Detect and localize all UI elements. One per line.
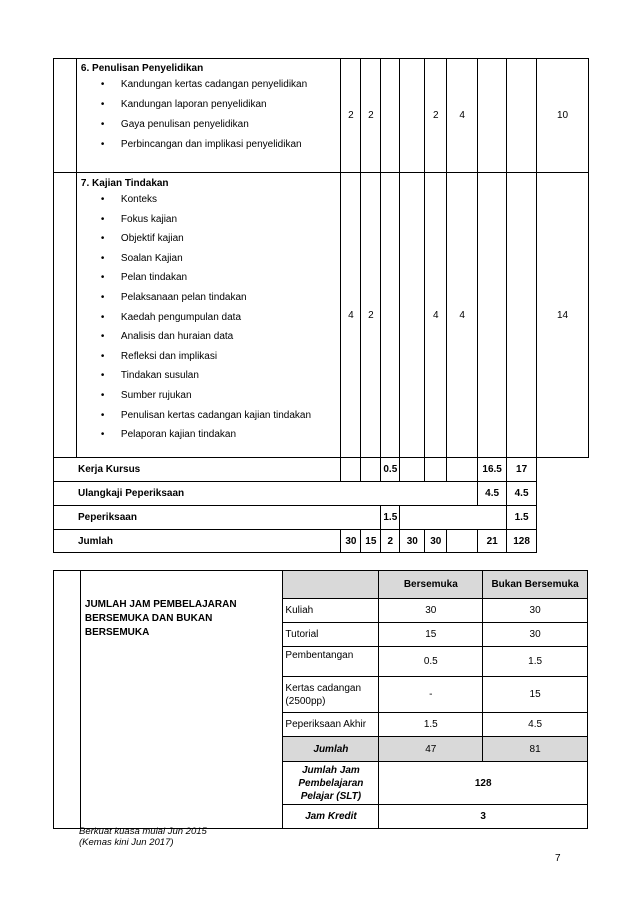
bullet-icon: •: [100, 272, 105, 284]
table-row: [54, 482, 589, 506]
section-6-list: [81, 79, 340, 159]
list-item: [81, 370, 340, 390]
list-item-label: Fokus kajian: [120, 213, 178, 225]
list-item: [81, 390, 340, 410]
list-item: [81, 410, 340, 430]
list-item-label: Objektif kajian: [120, 233, 184, 245]
cell-value: [381, 173, 400, 458]
col-header-bukan-bersemuka: Bukan Bersemuka: [483, 571, 588, 599]
cell-value: [400, 59, 425, 173]
bullet-icon: •: [100, 291, 105, 303]
cell-value: 16.5: [478, 458, 507, 482]
row-label: Jumlah: [54, 530, 341, 553]
footer-line-2: (Kemas kini Jun 2017): [79, 837, 174, 848]
cell-value: 1.5: [507, 506, 537, 530]
summary-table: [53, 570, 588, 829]
cell-value: 128: [507, 530, 537, 553]
cell-value: 30: [400, 530, 425, 553]
slt-label: Jumlah Jam Pembelajaran Pelajar (SLT): [283, 762, 379, 805]
cell-value: 2: [425, 59, 447, 173]
cell-value: 0.5: [379, 647, 483, 677]
cell-value: 15: [379, 623, 483, 647]
empty-header-cell: [283, 571, 379, 599]
section-7-list: [81, 194, 340, 449]
list-item: [81, 214, 340, 234]
cell-value: 30: [483, 599, 588, 623]
cell-value: 4: [341, 173, 361, 458]
footer-line-1: Berkuat kuasa mulai Jun 2015: [79, 826, 207, 837]
list-item: [81, 233, 340, 253]
cell-value: [381, 59, 400, 173]
table-row: [54, 458, 589, 482]
list-item-label: Tindakan susulan: [120, 370, 199, 382]
cell-value: [447, 458, 478, 482]
bullet-icon: •: [100, 194, 105, 205]
bullet-icon: •: [100, 389, 105, 401]
row-label: Kerja Kursus: [54, 458, 341, 482]
margin-cell: [54, 173, 77, 458]
bullet-icon: •: [100, 79, 105, 90]
cell-value: [447, 530, 478, 553]
list-item-label: Pelan tindakan: [120, 272, 188, 284]
cell-value: 1.5: [483, 647, 588, 677]
cell-value: [400, 173, 425, 458]
row-label: Peperiksaan: [54, 506, 381, 530]
cell-value: 2: [361, 59, 381, 173]
cell-value: 4.5: [483, 713, 588, 737]
list-item: [81, 429, 340, 449]
cell-value: 4: [447, 59, 478, 173]
bullet-icon: •: [100, 409, 105, 421]
row-label: Peperiksaan Akhir: [283, 713, 379, 737]
list-item-label: Kandungan kertas cadangan penyelidikan: [120, 79, 308, 90]
cell-value: 1.5: [379, 713, 483, 737]
cell-value: 15: [483, 677, 588, 713]
bullet-icon: •: [100, 119, 105, 130]
list-item: [81, 79, 340, 99]
list-item: [81, 272, 340, 292]
row-label: Pembentangan: [283, 647, 379, 677]
list-item-label: Perbincangan dan implikasi penyelidikan: [120, 139, 302, 150]
col-header-bersemuka: Bersemuka: [379, 571, 483, 599]
list-item-label: Kaedah pengumpulan data: [120, 311, 242, 323]
table-row: [54, 59, 589, 173]
bullet-icon: •: [100, 252, 105, 264]
cell-value: -: [379, 677, 483, 713]
cell-value: 4.5: [507, 482, 537, 506]
list-item-label: Konteks: [120, 194, 158, 205]
list-item: [81, 99, 340, 119]
section-7-cell: [76, 173, 340, 458]
cell-value: 2: [341, 59, 361, 173]
list-item-label: Sumber rujukan: [120, 389, 192, 401]
bullet-icon: •: [100, 429, 105, 441]
bullet-icon: •: [100, 350, 105, 362]
table-row: [54, 571, 588, 599]
cell-value: 30: [483, 623, 588, 647]
kredit-value: 3: [379, 805, 588, 829]
cell-value: 4: [425, 173, 447, 458]
summary-heading: JUMLAH JAM PEMBELAJARAN BERSEMUKA DAN BUKAN BERSEMUKA: [80, 571, 283, 829]
jumlah-bersemuka: 47: [379, 737, 483, 762]
list-item-label: Pelaksanaan pelan tindakan: [120, 291, 247, 303]
row-label: Ulangkaji Peperiksaan: [54, 482, 478, 506]
cell-value: 1.5: [381, 506, 400, 530]
bullet-icon: •: [100, 331, 105, 343]
bullet-icon: •: [100, 311, 105, 323]
row-label: Tutorial: [283, 623, 379, 647]
bullet-icon: •: [100, 233, 105, 245]
cell-value: 2: [361, 173, 381, 458]
bullet-icon: •: [100, 370, 105, 382]
list-item: [81, 351, 340, 371]
table-row: [54, 506, 589, 530]
margin-cell: [54, 59, 77, 173]
cell-value: 4.5: [478, 482, 507, 506]
cell-value: 30: [341, 530, 361, 553]
course-hours-table: [53, 58, 589, 553]
cell-value: 2: [381, 530, 400, 553]
jumlah-bukan-bersemuka: 81: [483, 737, 588, 762]
cell-value: [425, 458, 447, 482]
cell-value: 30: [425, 530, 447, 553]
cell-value: 10: [537, 59, 589, 173]
list-item-label: Analisis dan huraian data: [120, 331, 234, 343]
footer: [79, 826, 207, 848]
empty-cell: [400, 506, 507, 530]
section-7-title: 7. Kajian Tindakan: [80, 178, 169, 189]
cell-value: [478, 173, 507, 458]
cell-value: 15: [361, 530, 381, 553]
list-item: [81, 312, 340, 332]
list-item-label: Kandungan laporan penyelidikan: [120, 99, 267, 110]
bullet-icon: •: [100, 99, 105, 110]
list-item: [81, 253, 340, 273]
cell-value: 14: [537, 173, 589, 458]
cell-value: 21: [478, 530, 507, 553]
cell-value: [361, 458, 381, 482]
list-item: [81, 139, 340, 159]
list-item: [81, 331, 340, 351]
margin-cell: [54, 571, 81, 829]
row-label: Kuliah: [283, 599, 379, 623]
cell-value: [507, 173, 537, 458]
cell-value: 17: [507, 458, 537, 482]
list-item: [81, 194, 340, 214]
cell-value: 0.5: [381, 458, 400, 482]
row-label: Kertas cadangan (2500pp): [283, 677, 379, 713]
section-6-cell: [76, 59, 340, 173]
list-item-label: Penulisan kertas cadangan kajian tindakan: [120, 409, 312, 421]
table-row: [54, 173, 589, 458]
list-item-label: Soalan Kajian: [120, 252, 183, 264]
cell-value: [507, 59, 537, 173]
cell-value: [400, 458, 425, 482]
jumlah-label: Jumlah: [283, 737, 379, 762]
kredit-label: Jam Kredit: [283, 805, 379, 829]
list-item-label: Pelaporan kajian tindakan: [120, 429, 237, 441]
cell-value: [341, 458, 361, 482]
cell-value: [478, 59, 507, 173]
page-number: 7: [555, 853, 561, 864]
slt-value: 128: [379, 762, 588, 805]
cell-value: 4: [447, 173, 478, 458]
list-item: [81, 292, 340, 312]
bullet-icon: •: [100, 213, 105, 225]
bullet-icon: •: [100, 139, 105, 150]
section-6-title: 6. Penulisan Penyelidikan: [80, 63, 204, 74]
list-item-label: Refleksi dan implikasi: [120, 350, 218, 362]
cell-value: 30: [379, 599, 483, 623]
list-item: [81, 119, 340, 139]
table-row: [54, 530, 589, 553]
list-item-label: Gaya penulisan penyelidikan: [120, 119, 249, 130]
